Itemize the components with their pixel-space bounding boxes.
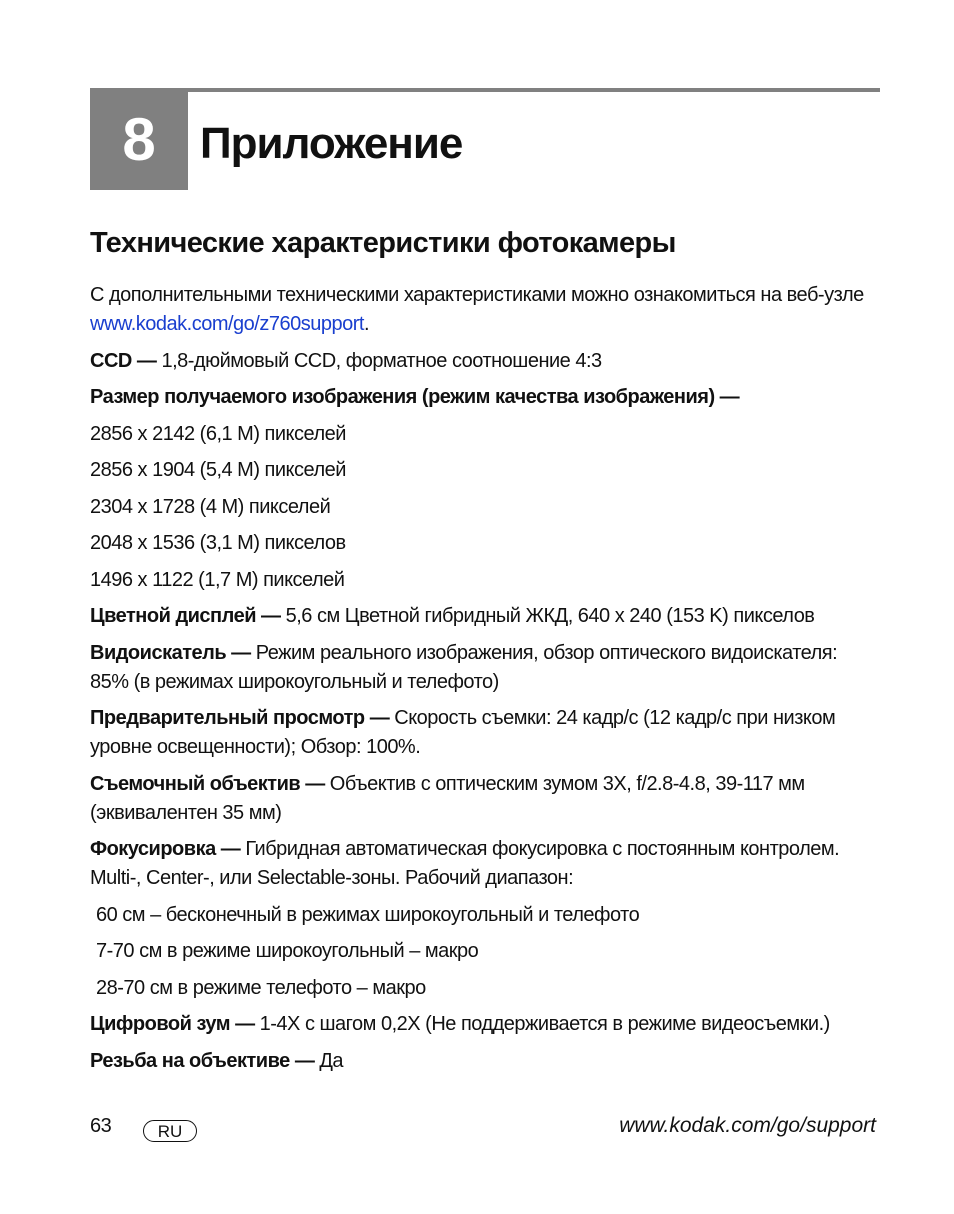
spec-ccd: [90, 347, 880, 376]
spec-focus-label: Фокусировка —: [90, 838, 241, 860]
spec-lens-thread: [90, 1047, 880, 1076]
image-size-item: 2304 x 1728 (4 M) пикселей: [90, 495, 331, 518]
spec-ccd-label: CCD —: [90, 349, 157, 372]
spec-viewfinder-value: Режим реального изображения, обзор оптического видоискателя: 85% (в режимах широкоугольный и телефото): [90, 641, 838, 693]
spec-focus: [90, 835, 880, 893]
spec-lens-thread-value: Да: [314, 1049, 344, 1072]
header-rule: [90, 88, 880, 92]
section-heading: Технические характеристики фотокамеры: [90, 227, 676, 259]
intro-suffix: .: [363, 313, 369, 335]
focus-range-item: 28-70 см в режиме телефото – макро: [96, 976, 426, 999]
chapter-number: 8: [122, 105, 156, 173]
spec-image-size-label: Размер получаемого изображения (режим качества изображения) —: [90, 386, 740, 408]
spec-display-value: 5,6 см Цветной гибридный ЖКД, 640 x 240 (153 K) пикселов: [280, 605, 815, 627]
spec-digital-zoom-label: Цифровой зум —: [90, 1013, 255, 1035]
page-number: 63: [90, 1115, 112, 1137]
spec-viewfinder-label: Видоискатель —: [90, 641, 251, 664]
spec-display-label: Цветной дисплей —: [90, 605, 281, 627]
spec-lens-label: Съемочный объектив —: [90, 772, 325, 795]
spec-digital-zoom: [90, 1010, 880, 1039]
spec-viewfinder: [90, 639, 880, 697]
spec-preview-label: Предварительный просмотр —: [90, 707, 390, 729]
spec-lens-value: Объектив с оптическим зумом 3X, f/2.8-4.8, 39-117 мм (эквивалентен 35 мм): [90, 772, 805, 824]
footer-url[interactable]: www.kodak.com/go/support: [619, 1114, 876, 1137]
spec-preview-value: Скорость съемки: 24 кадр/с (12 кадр/с при низком уровне освещенности); Обзор: 100%.: [90, 707, 836, 758]
image-size-item: 2856 x 2142 (6,1 M) пикселей: [90, 422, 346, 445]
image-size-item: 2048 x 1536 (3,1 M) пикселов: [90, 532, 346, 554]
spec-ccd-value: 1,8-дюймовый CCD, форматное соотношение 4:3: [156, 349, 602, 372]
intro-text: С дополнительными техническими характеристиками можно ознакомиться на веб-узле: [90, 284, 864, 306]
focus-range-item: 60 см – бесконечный в режимах широкоугольный и телефото: [96, 903, 640, 926]
spec-preview: [90, 704, 880, 762]
page-content: [90, 281, 880, 1083]
chapter-number-box: [90, 88, 188, 190]
language-badge: RU: [143, 1120, 197, 1142]
spec-lens: [90, 770, 880, 828]
spec-display: [90, 602, 880, 631]
spec-focus-value: Гибридная автоматическая фокусировка с постоянным контролем. Multi-, Center-, или Selectable-зоны. Рабочий диапазон:: [90, 838, 840, 889]
focus-range-item: 7-70 см в режиме широкоугольный – макро: [96, 940, 479, 962]
support-link[interactable]: www.kodak.com/go/z760support: [90, 313, 364, 335]
chapter-title: Приложение: [200, 119, 463, 168]
intro-paragraph: [90, 281, 880, 339]
spec-lens-thread-label: Резьба на объективе —: [90, 1049, 315, 1072]
spec-digital-zoom-value: 1-4X с шагом 0,2X (Не поддерживается в режиме видеосъемки.): [254, 1013, 830, 1035]
image-size-item: 1496 x 1122 (1,7 M) пикселей: [90, 568, 345, 591]
spec-image-size: [90, 383, 880, 412]
image-size-item: 2856 x 1904 (5,4 M) пикселей: [90, 459, 346, 481]
